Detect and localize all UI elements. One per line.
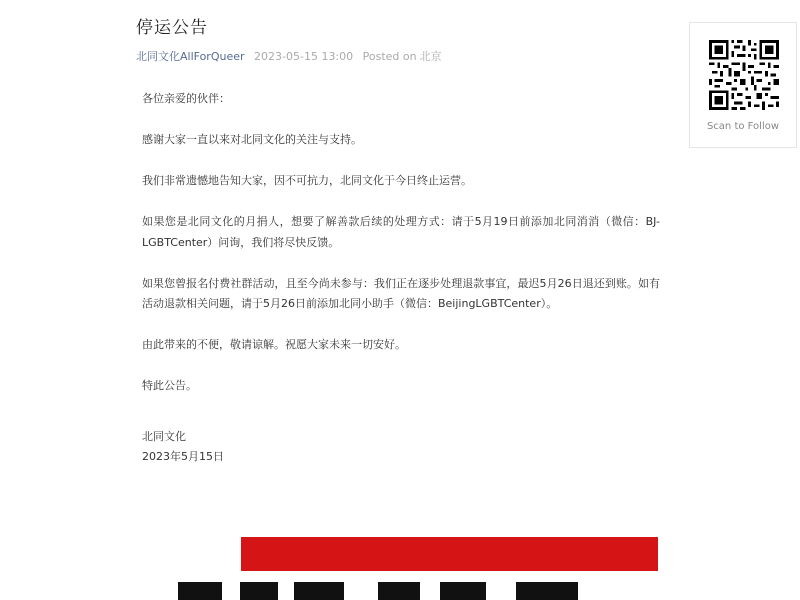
headline-glyph <box>378 582 420 600</box>
paragraph-greeting: 各位亲爱的伙伴： <box>142 92 230 105</box>
posted-location: 北京 <box>419 50 442 63</box>
paragraph-closing: 特此公告。 <box>142 379 197 392</box>
paragraph-monthly-donors: 如果您是北同文化的月捐人，想要了解善款后续的处理方式：请于5月19日前添加北同消消（微信：BJ-LGBTCenter）问询，我们将尽快反馈。 <box>142 215 660 249</box>
qr-code-icon[interactable] <box>709 40 779 110</box>
headline-glyph <box>440 582 486 600</box>
headline-glyph <box>178 582 222 600</box>
qr-label: Scan to Follow <box>706 121 780 132</box>
paragraph-apology: 由此带来的不便，敬请谅解。祝愿大家未来一切安好。 <box>142 338 406 351</box>
signature-org: 北同文化 <box>142 429 186 443</box>
article-title: 停运公告 <box>136 18 208 38</box>
signature <box>142 427 660 468</box>
red-banner-image <box>241 537 658 571</box>
article <box>136 14 660 468</box>
headline-glyph <box>294 582 344 600</box>
paragraph-refunds: 如果您曾报名付费社群活动，且至今尚未参与：我们正在逐步处理退款事宜，最迟5月26日退还到账。如有活动退款相关问题，请于5月26日前添加北同小助手（微信：BeijingLGBTCenter）。 <box>142 276 660 310</box>
signature-date: 2023年5月15日 <box>142 450 224 463</box>
article-meta <box>136 49 660 65</box>
posted-on-label: Posted on <box>362 50 417 63</box>
banner-headline-image <box>178 582 658 600</box>
author-link[interactable]: 北同文化AllForQueer <box>136 50 245 63</box>
paragraph-thanks: 感谢大家一直以来对北同文化的关注与支持。 <box>142 133 362 146</box>
headline-glyph <box>240 582 278 600</box>
publish-date: 2023-05-15 13:00 <box>254 50 354 63</box>
headline-glyph <box>516 582 578 600</box>
qr-card[interactable] <box>689 22 797 148</box>
article-content <box>136 89 660 468</box>
paragraph-announcement: 我们非常遗憾地告知大家，因不可抗力，北同文化于今日终止运营。 <box>142 174 472 187</box>
